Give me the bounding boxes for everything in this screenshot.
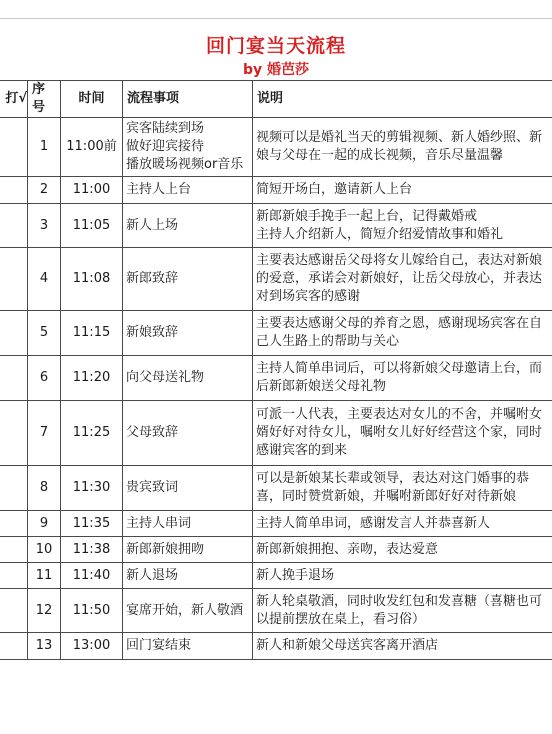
row-item: 宾客陆续到场 做好迎宾接待 播放暖场视频or音乐 bbox=[123, 118, 253, 177]
title-block bbox=[0, 18, 552, 80]
row-number: 3 bbox=[28, 204, 61, 248]
row-time: 11:15 bbox=[61, 311, 123, 356]
row-time: 11:25 bbox=[61, 401, 123, 466]
row-number: 8 bbox=[28, 466, 61, 511]
row-note: 可派一人代表，主要表达对女儿的不舍，并嘱咐女婿好好对待女儿，嘱咐女儿好好经营这个家，同时感谢宾客的到来 bbox=[253, 401, 552, 466]
check-cell[interactable] bbox=[0, 204, 28, 248]
check-cell[interactable] bbox=[0, 311, 28, 356]
document-title: 回门宴当天流程 bbox=[205, 35, 346, 57]
row-item: 新娘致辞 bbox=[123, 311, 253, 356]
row-time: 11:00前 bbox=[61, 118, 123, 177]
row-note: 新人轮桌敬酒，同时收发红包和发喜糖（喜糖也可以提前摆放在桌上，看习俗） bbox=[253, 589, 552, 633]
row-item: 父母致辞 bbox=[123, 401, 253, 466]
check-cell[interactable] bbox=[0, 633, 28, 660]
row-time: 11:00 bbox=[61, 177, 123, 204]
row-note: 主持人简单串词，感谢发言人并恭喜新人 bbox=[253, 511, 552, 537]
header-note: 说明 bbox=[253, 81, 552, 118]
row-item: 向父母送礼物 bbox=[123, 356, 253, 401]
row-time: 11:05 bbox=[61, 204, 123, 248]
row-note: 新郎新娘手挽手一起上台，记得戴婚戒 主持人介绍新人，简短介绍爱情故事和婚礼 bbox=[253, 204, 552, 248]
check-cell[interactable] bbox=[0, 356, 28, 401]
table-row bbox=[0, 118, 552, 177]
row-item: 新人上场 bbox=[123, 204, 253, 248]
document-sheet bbox=[0, 18, 552, 660]
table-row bbox=[0, 401, 552, 466]
row-number: 13 bbox=[28, 633, 61, 660]
check-cell[interactable] bbox=[0, 563, 28, 589]
row-time: 11:40 bbox=[61, 563, 123, 589]
check-cell[interactable] bbox=[0, 248, 28, 311]
row-time: 11:35 bbox=[61, 511, 123, 537]
row-time: 13:00 bbox=[61, 633, 123, 660]
row-note: 主要表达感谢岳父母将女儿嫁给自己，表达对新娘的爱意，承诺会对新娘好，让岳父母放心，并表达对到场宾客的感谢 bbox=[253, 248, 552, 311]
header-item: 流程事项 bbox=[123, 81, 253, 118]
schedule-table bbox=[0, 80, 552, 660]
row-number: 11 bbox=[28, 563, 61, 589]
row-item: 贵宾致词 bbox=[123, 466, 253, 511]
table-row bbox=[0, 589, 552, 633]
row-note: 主持人简单串词后，可以将新娘父母邀请上台，而后新郎新娘送父母礼物 bbox=[253, 356, 552, 401]
row-note: 可以是新娘某长辈或领导，表达对这门婚事的恭喜，同时赞赏新娘，并嘱咐新郎好好对待新娘 bbox=[253, 466, 552, 511]
row-note: 简短开场白，邀请新人上台 bbox=[253, 177, 552, 204]
check-cell[interactable] bbox=[0, 401, 28, 466]
header-no: 序号 bbox=[28, 81, 61, 118]
header-time: 时间 bbox=[61, 81, 123, 118]
row-item: 主持人串词 bbox=[123, 511, 253, 537]
table-row bbox=[0, 511, 552, 537]
row-time: 11:38 bbox=[61, 537, 123, 563]
row-note: 新人挽手退场 bbox=[253, 563, 552, 589]
row-item: 新郎致辞 bbox=[123, 248, 253, 311]
document-byline: by 婚芭莎 bbox=[242, 62, 310, 78]
check-cell[interactable] bbox=[0, 511, 28, 537]
table-row bbox=[0, 356, 552, 401]
row-number: 12 bbox=[28, 589, 61, 633]
row-item: 回门宴结束 bbox=[123, 633, 253, 660]
row-number: 10 bbox=[28, 537, 61, 563]
header-check: 打√ bbox=[0, 81, 28, 118]
table-row bbox=[0, 311, 552, 356]
row-item: 主持人上台 bbox=[123, 177, 253, 204]
table-row bbox=[0, 633, 552, 660]
table-row bbox=[0, 177, 552, 204]
row-number: 1 bbox=[28, 118, 61, 177]
row-number: 2 bbox=[28, 177, 61, 204]
row-item: 新郎新娘拥吻 bbox=[123, 537, 253, 563]
table-row bbox=[0, 204, 552, 248]
row-note: 视频可以是婚礼当天的剪辑视频、新人婚纱照、新娘与父母在一起的成长视频，音乐尽量温馨 bbox=[253, 118, 552, 177]
table-row bbox=[0, 537, 552, 563]
row-number: 7 bbox=[28, 401, 61, 466]
row-note: 主要表达感谢父母的养育之恩，感谢现场宾客在自己人生路上的帮助与关心 bbox=[253, 311, 552, 356]
row-time: 11:20 bbox=[61, 356, 123, 401]
table-row bbox=[0, 248, 552, 311]
row-time: 11:08 bbox=[61, 248, 123, 311]
row-number: 9 bbox=[28, 511, 61, 537]
row-item: 宴席开始，新人敬酒 bbox=[123, 589, 253, 633]
table-row bbox=[0, 466, 552, 511]
check-cell[interactable] bbox=[0, 537, 28, 563]
row-note: 新郎新娘拥抱、亲吻，表达爱意 bbox=[253, 537, 552, 563]
row-note: 新人和新娘父母送宾客离开酒店 bbox=[253, 633, 552, 660]
check-cell[interactable] bbox=[0, 118, 28, 177]
row-item: 新人退场 bbox=[123, 563, 253, 589]
row-number: 6 bbox=[28, 356, 61, 401]
table-row bbox=[0, 563, 552, 589]
table-header-row bbox=[0, 81, 552, 118]
check-cell[interactable] bbox=[0, 177, 28, 204]
row-time: 11:30 bbox=[61, 466, 123, 511]
row-time: 11:50 bbox=[61, 589, 123, 633]
check-cell[interactable] bbox=[0, 466, 28, 511]
row-number: 4 bbox=[28, 248, 61, 311]
check-cell[interactable] bbox=[0, 589, 28, 633]
row-number: 5 bbox=[28, 311, 61, 356]
